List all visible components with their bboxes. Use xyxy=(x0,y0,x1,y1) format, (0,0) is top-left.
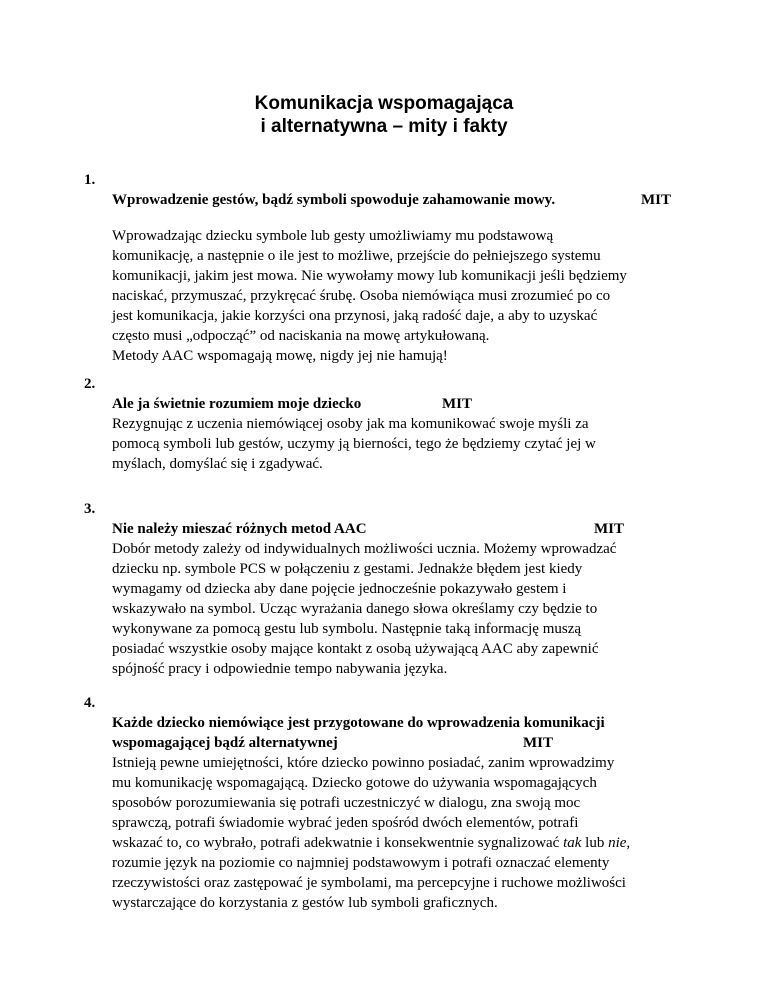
verdict-label: MIT xyxy=(641,192,671,208)
section-heading: Ale ja świetnie rozumiem moje dziecko MIT xyxy=(112,396,472,412)
section-heading: Wprowadzenie gestów, bądź symboli spowoduje zahamowanie mowy. MIT xyxy=(112,192,671,208)
section-paragraph: Wprowadzając dziecku symbole lub gesty umożliwiamy mu podstawową komunikację, a następnie o ile jest to możliwe, przejście do pełniejszego systemu komunikacji, jakim jest mowa. Nie wywołamy mowy lub komunikacji jeśli będziemy naciskać, przymuszać, przykręcać śrubę. Osoba niemówiąca musi zrozumieć po co jest komunikacja, jakie korzyści ona przynosi, jaką radość daje, a aby to uzyskać często musi „odpocząć” od naciskania na mowę artykułowaną. Metody AAC wspomagają mowę, nigdy jej nie hamują! xyxy=(112,228,627,364)
section-3 xyxy=(84,499,672,679)
section-1 xyxy=(84,170,672,366)
section-paragraph: Istnieją pewne umiejętności, które dziecko powinno posiadać, zanim wprowadzimy mu komunikację wspomagającą. Dziecko gotowe do używania wspomagających sposobów porozumiewania się potrafi uczestniczyć w dialogu, zna swoją moc sprawczą, potrafi świadomie wybrać jeden spośród dwóch elementów, potrafi wskazać to, co wybrało, potrafi adekwatnie i konsekwentnie sygnalizować tak lub nie, rozumie język na poziomie co najmniej podstawowym i potrafi oznaczać elementy rzeczywistości oraz zastępować je symbolami, ma percepcyjne i ruchowe możliwości wystarczające do korzystania z gestów lub symboli graficznych. xyxy=(112,755,631,911)
verdict-label: MIT xyxy=(594,521,624,537)
section-4 xyxy=(84,693,672,913)
section-heading: Nie należy mieszać różnych metod AAC MIT xyxy=(112,521,624,537)
title-line-2: i alternatywna – mity i fakty xyxy=(260,116,508,137)
section-heading: Każde dziecko niemówiące jest przygotowane do wprowadzenia komunikacji wspomagającej bądź alternatywnej MIT xyxy=(112,715,605,751)
section-number: 4. xyxy=(84,695,96,711)
italic-word-nie: nie, xyxy=(608,835,631,851)
verdict-label: MIT xyxy=(442,396,472,412)
italic-word-tak: tak xyxy=(563,835,582,851)
document-title xyxy=(0,92,768,138)
section-paragraph: Dobór metody zależy od indywidualnych możliwości ucznia. Możemy wprowadzać dziecku np. symbole PCS w połączeniu z gestami. Jednakże błędem jest kiedy wymagamy od dziecka aby dane pojęcie jednocześnie pokazywało gestem i wskazywało na symbol. Ucząc wyrażania danego słowa określamy czy będzie to wykonywane za pomocą gestu lub symbolu. Następnie taką informację muszą posiadać wszystkie osoby mające kontakt z osobą używającą AAC aby zapewnić spójność pracy i odpowiednie tempo nabywania języka. xyxy=(112,541,617,677)
section-paragraph: Rezygnując z uczenia niemówiącej osoby jak ma komunikować swoje myśli za pomocą symboli lub gestów, uczymy ją bierności, tego że będziemy czytać jej w myślach, domyślać się i zgadywać. xyxy=(112,416,596,472)
section-number: 1. xyxy=(84,172,96,188)
title-line-1: Komunikacja wspomagająca xyxy=(254,93,514,114)
section-2 xyxy=(84,374,672,474)
section-number: 3. xyxy=(84,501,96,517)
section-number: 2. xyxy=(84,376,96,392)
verdict-label: MIT xyxy=(523,735,553,751)
